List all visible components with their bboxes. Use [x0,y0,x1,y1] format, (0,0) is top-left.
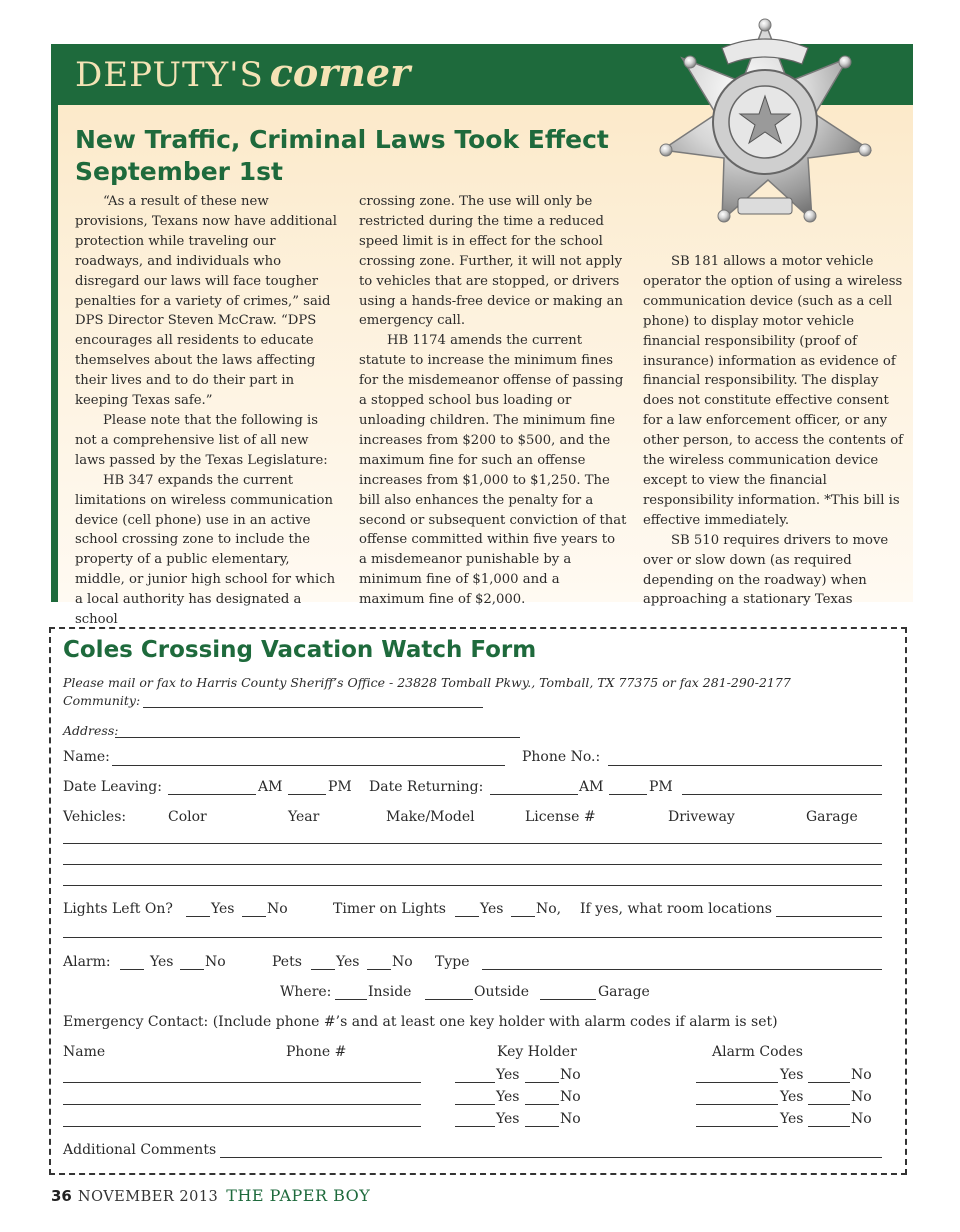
vehicle-column-driveway: Driveway [668,809,735,825]
room-locations-label: If yes, what room locations [580,901,772,917]
am-label: AM [258,779,283,795]
contact-name-phone-field[interactable] [63,1082,421,1083]
lights-yes-field[interactable] [186,916,210,917]
timer-no-field[interactable] [511,916,535,917]
yes-label: Yes [150,954,174,970]
alarm-code-field[interactable] [696,1126,778,1127]
yes-label: Yes [780,1089,804,1105]
key-holder-yes-field[interactable] [455,1082,495,1083]
masthead-word-deputys: DEPUTY'S [75,55,264,95]
contact-name-phone-field[interactable] [63,1126,421,1127]
lights-no-field[interactable] [242,916,266,917]
where-label: Where: [280,984,332,1000]
no-label: No [205,954,226,970]
pets-label: Pets [272,954,302,970]
contact-column-alarm-codes: Alarm Codes [712,1044,803,1060]
article-accent-bar [51,44,58,602]
yes-label: Yes [336,954,360,970]
masthead [75,50,410,95]
emergency-contact-label: Emergency Contact: (Include phone #’s and at least one key holder with alarm codes if alarm is set) [63,1014,778,1030]
name-field[interactable] [112,765,505,766]
key-holder-yes-field[interactable] [455,1104,495,1105]
magazine-name: THE PAPER BOY [226,1186,371,1205]
phone-label: Phone No.: [522,749,601,765]
vehicle-column-make-model: Make/Model [386,809,475,825]
article-paragraph: Please note that the following is not a comprehensive list of all new laws passed by the Texas Legislature: [75,412,328,468]
vehicle-column-garage: Garage [806,809,858,825]
alarm-code-no-field[interactable] [808,1126,850,1127]
key-holder-no-field[interactable] [525,1082,559,1083]
key-holder-no-field[interactable] [525,1126,559,1127]
phone-field[interactable] [608,765,882,766]
am-pm-leaving-field[interactable] [288,794,326,795]
no-label: No [560,1067,581,1083]
article-paragraph: “As a result of these new provisions, Texans now have additional protection while traveling our roadways, and individuals who disregard our laws will face tougher penalties for a variety of crimes,” said DPS Director Steven McCraw. “DPS encourages all residents to educate themselves about the laws affecting their lives and to do their part in keeping Texas safe.” [75,194,337,409]
timer-yes-field[interactable] [455,916,479,917]
form-instructions: Please mail or fax to Harris County Sheriff’s Office - 23828 Tomball Pkwy., Tomball, TX 77375 or fax 281-290-2177 [63,675,791,690]
alarm-no-field[interactable] [180,969,204,970]
article-paragraph: SB 181 allows a motor vehicle operator the option of using a wireless communication device (such as a cell phone) to display motor vehicle financial responsibility (proof of insurance) information as evidence of financial responsibility. The display does not constitute effective consent for a law enforcement officer, or any other person, to access the contents of the wireless communication device except to view the financial responsibility information. *This bill is effective immediately. [643,254,904,528]
yes-label: Yes [780,1111,804,1127]
article-paragraph: crossing zone. The use will only be restricted during the time a reduced speed limit is in effect for the school crossing zone. Further, it will not apply to vehicles that are stopped, or drivers using a hands-free device or making an emergency call. [359,194,623,329]
where-inside-field[interactable] [335,999,367,1000]
pm-label: PM [328,779,352,795]
article-paragraph: SB 510 requires drivers to move over or slow down (as required depending on the roadway) when approaching a stationary Texas [643,532,889,608]
date-returning-label: Date Returning: [369,779,484,795]
contact-column-phone: Phone # [286,1044,347,1060]
masthead-word-corner: corner [269,50,411,95]
vehicle-column-year: Year [288,809,320,825]
yes-label: Yes [496,1067,520,1083]
yes-label: Yes [780,1067,804,1083]
additional-comments-label: Additional Comments [63,1142,217,1158]
alarm-code-no-field[interactable] [808,1104,850,1105]
pets-yes-field[interactable] [311,969,335,970]
vehicles-label: Vehicles: [63,809,127,825]
vehicle-row-line[interactable] [63,843,882,844]
article-column-1 [75,192,340,630]
alarm-code-no-field[interactable] [808,1082,850,1083]
no-label: No [392,954,413,970]
yes-label: Yes [480,901,504,917]
page-number: 36 [51,1187,72,1205]
page-footer [51,1186,370,1205]
pm-label: PM [649,779,673,795]
article-column-3 [643,252,908,610]
no-label: No [851,1067,872,1083]
address-field[interactable] [115,737,520,738]
alarm-code-field[interactable] [696,1104,778,1105]
lights-left-on-label: Lights Left On? [63,901,173,917]
article-headline: New Traffic, Criminal Laws Took Effect September 1st [75,125,609,186]
vehicle-column-color: Color [168,809,207,825]
article-paragraph: HB 347 expands the current limitations on wireless communication device (cell phone) use in an active school crossing zone to include the property of a public elementary, middle, or junior high school for which a local authority has designated a school [75,472,336,628]
no-label: No [560,1111,581,1127]
date-leaving-label: Date Leaving: [63,779,162,795]
article-column-2 [359,192,627,610]
vehicle-row-line[interactable] [63,864,882,865]
timer-on-lights-label: Timer on Lights [333,901,446,917]
alarm-code-field[interactable] [696,1082,778,1083]
inside-label: Inside [368,984,412,1000]
issue-date: NOVEMBER 2013 [77,1189,219,1205]
yes-label: Yes [496,1111,520,1127]
name-label: Name: [63,749,110,765]
am-pm-returning-field[interactable] [609,794,647,795]
no-label: No, [536,901,562,917]
pet-type-field[interactable] [482,969,882,970]
yes-label: Yes [211,901,235,917]
date-leaving-field[interactable] [168,794,256,795]
no-label: No [851,1089,872,1105]
address-label: Address: [63,723,119,738]
contact-column-key-holder: Key Holder [497,1044,577,1060]
garage-label: Garage [598,984,650,1000]
key-holder-yes-field[interactable] [455,1126,495,1127]
pet-type-label: Type [435,954,470,970]
vehicle-row-line[interactable] [63,885,882,886]
room-locations-line-2[interactable] [63,937,882,938]
alarm-yes-field[interactable] [120,969,144,970]
contact-column-name: Name [63,1044,106,1060]
sheriff-badge-icon [650,12,880,234]
vacation-watch-form [49,627,907,1175]
where-garage-field[interactable] [540,999,596,1000]
community-field[interactable] [143,707,483,708]
vehicle-column-license: License # [525,809,596,825]
no-label: No [267,901,288,917]
article-paragraph: HB 1174 amends the current statute to increase the minimum fines for the misdemeanor offense of passing a stopped school bus loading or unloading children. The minimum fine increases from $200 to $500, and the maximum fine for such an offense increases from $1,000 to $1,250. The bill also enhances the penalty for a second or subsequent conviction of that offense committed within five years to a misdemeanor punishable by a minimum fine of $1,000 and a maximum fine of $2,000. [359,333,627,608]
date-returning-field[interactable] [490,794,578,795]
additional-comments-field[interactable] [220,1157,882,1158]
room-locations-field[interactable] [776,916,882,917]
yes-label: Yes [496,1089,520,1105]
form-title: Coles Crossing Vacation Watch Form [63,637,537,663]
pets-no-field[interactable] [367,969,391,970]
am-label: AM [579,779,604,795]
where-outside-field[interactable] [425,999,473,1000]
no-label: No [851,1111,872,1127]
alarm-label: Alarm: [63,954,111,970]
returning-extra-field[interactable] [682,794,882,795]
key-holder-no-field[interactable] [525,1104,559,1105]
outside-label: Outside [474,984,530,1000]
no-label: No [560,1089,581,1105]
contact-name-phone-field[interactable] [63,1104,421,1105]
community-label: Community: [63,693,141,708]
